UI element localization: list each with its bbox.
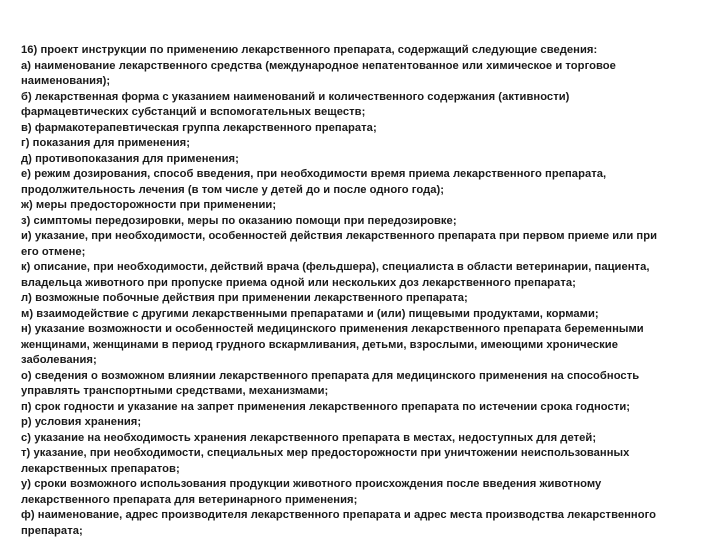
heading-item-16: 16) проект инструкции по применению лекарственного препарата, содержащий следующие сведения: xyxy=(21,44,598,56)
text-line: управлять транспортными средствами, механизмами; xyxy=(21,385,329,397)
text-line: м) взаимодействие с другими лекарственными препаратами и (или) пищевыми продуктами, кормами; xyxy=(21,307,599,320)
text-line: о) сведения о возможном влиянии лекарственного препарата для медицинского применения на способность xyxy=(21,369,640,382)
text-line: л) возможные побочные действия при применении лекарственного препарата; xyxy=(21,292,468,304)
document-body xyxy=(21,43,705,539)
text-line: продолжительность лечения (в том числе у детей до и после одного года); xyxy=(21,183,445,196)
text-line: г) показания для применения; xyxy=(21,137,191,149)
text-line: и) указание, при необходимости, особенностей действия лекарственного препарата при первом приеме или при xyxy=(21,230,658,242)
text-line: препарата; xyxy=(21,524,83,537)
text-line: лекарственных препаратов; xyxy=(21,462,180,475)
text-line: у) сроки возможного использования продукции животного происхождения после введения животному xyxy=(21,478,602,490)
text-line: фармацевтических субстанций и вспомогательных веществ; xyxy=(21,106,366,118)
text-line: в) фармакотерапевтическая группа лекарственного препарата; xyxy=(21,121,377,134)
text-line: ф) наименование, адрес производителя лекарственного препарата и адрес места производства лекарственного xyxy=(21,509,657,521)
text-line: ж) меры предосторожности при применении; xyxy=(21,199,277,211)
text-line: т) указание, при необходимости, специальных мер предосторожности при уничтожении неиспользованных xyxy=(21,447,630,459)
text-line: к) описание, при необходимости, действий врача (фельдшера), специалиста в области ветеринарии, пациента, xyxy=(21,261,650,273)
text-line: з) симптомы передозировки, меры по оказанию помощи при передозировке; xyxy=(21,214,457,227)
text-line: д) противопоказания для применения; xyxy=(21,152,239,165)
text-line: н) указание возможности и особенностей медицинского применения лекарственного препарата беременными xyxy=(21,323,644,335)
text-line: б) лекарственная форма с указанием наименований и количественного содержания (активности) xyxy=(21,90,570,103)
text-line: а) наименование лекарственного средства (международное непатентованное или химическое и торговое xyxy=(21,59,616,72)
text-line: владельца животного при пропуске приема одной или нескольких доз лекарственного препарата; xyxy=(21,276,576,289)
text-line: п) срок годности и указание на запрет применения лекарственного препарата по истечении срока годности; xyxy=(21,400,631,413)
text-line: е) режим дозирования, способ введения, при необходимости время приема лекарственного препарата, xyxy=(21,168,607,180)
text-line: заболевания; xyxy=(21,354,97,366)
text-line: наименования); xyxy=(21,75,111,87)
text-line: лекарственного препарата для ветеринарного применения; xyxy=(21,493,358,506)
text-line: с) указание на необходимость хранения лекарственного препарата в местах, недоступных для детей; xyxy=(21,431,597,444)
text-line: женщинами, женщинами в период грудного вскармливания, детьми, взрослыми, имеющими хронические xyxy=(21,338,618,351)
text-line: р) условия хранения; xyxy=(21,416,142,428)
text-line: его отмене; xyxy=(21,245,86,258)
